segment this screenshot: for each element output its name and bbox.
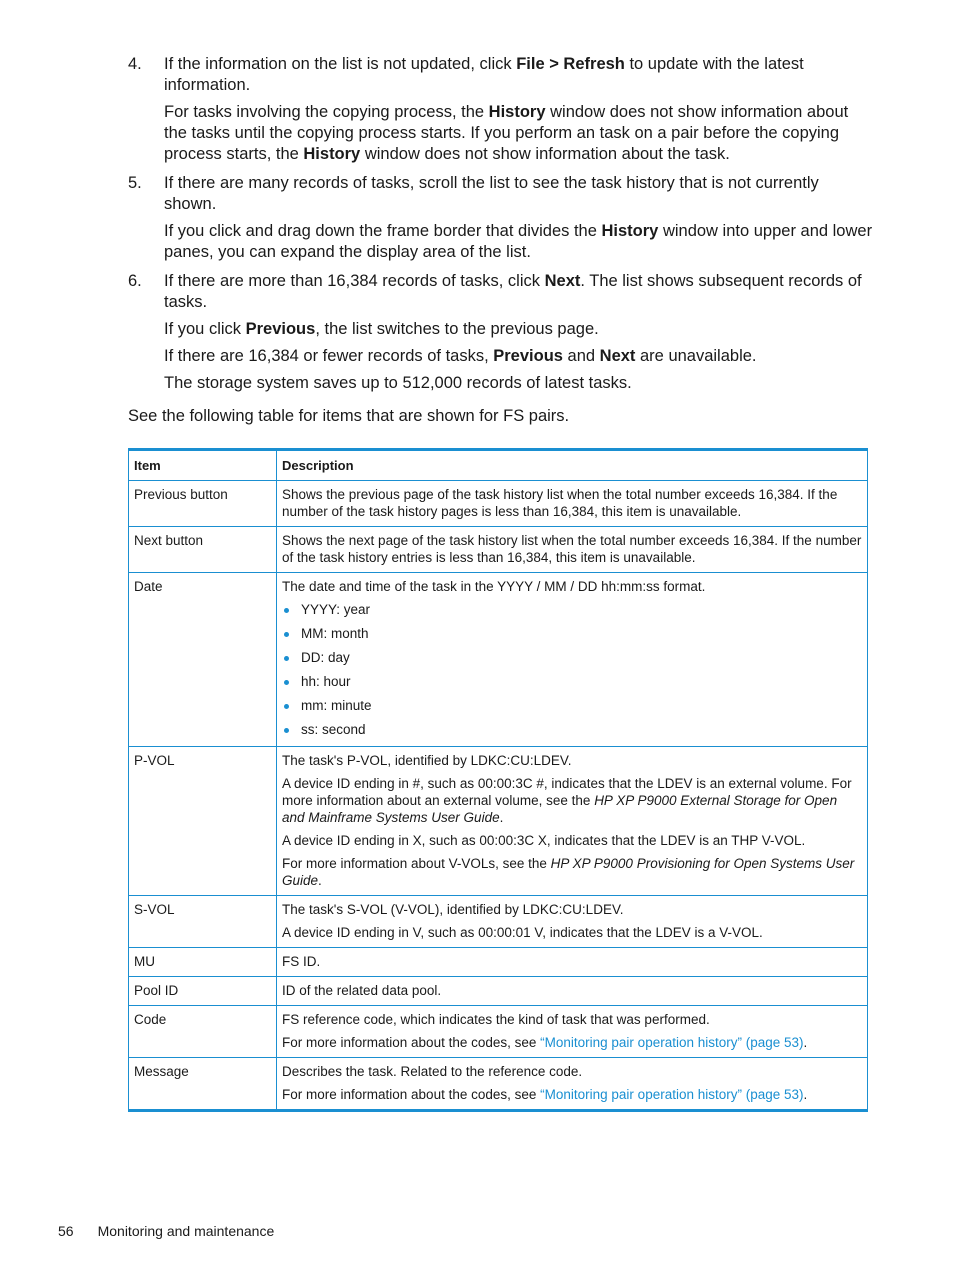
- ui-term: Next: [599, 347, 636, 365]
- description-cell: Shows the next page of the task history list when the total number exceeds 16,384. If the number of the task history entries is less than 16,384, this item is unavailable.: [277, 527, 868, 573]
- description-text: FS reference code, which indicates the kind of task that was performed.: [282, 1012, 710, 1027]
- step-note: The storage system saves up to 512,000 records of latest tasks.: [164, 374, 632, 392]
- table-row: [129, 1058, 868, 1111]
- item-cell: Pool ID: [129, 977, 277, 1006]
- description-text: [282, 1086, 862, 1103]
- list-item: [282, 601, 862, 618]
- table-row: [129, 948, 868, 977]
- step-note: [164, 346, 873, 367]
- ui-term: History: [488, 103, 546, 121]
- item-cell: Next button: [129, 527, 277, 573]
- steps-list: [128, 54, 873, 402]
- text: .: [803, 1035, 808, 1050]
- description-text: The task's P-VOL, identified by LDKC:CU:LDEV.: [282, 753, 572, 768]
- ui-term: History: [601, 222, 659, 240]
- step-text: [164, 271, 873, 313]
- table-row: [129, 977, 868, 1006]
- description-cell: ID of the related data pool.: [277, 977, 868, 1006]
- description-cell: Shows the previous page of the task history list when the total number exceeds 16,384. If the number of the task history pages is less than 16,384, this item is unavailable.: [277, 481, 868, 527]
- items-table: [128, 448, 868, 1112]
- page-footer: [58, 1223, 298, 1239]
- item-cell: Previous button: [129, 481, 277, 527]
- table-row: [129, 896, 868, 948]
- step-note: [164, 319, 873, 340]
- step-text: If there are many records of tasks, scroll the list to see the task history that is not currently shown.: [164, 174, 819, 213]
- text: For more information about the codes, see: [282, 1035, 541, 1050]
- text: For more information about the codes, see: [282, 1087, 541, 1102]
- list-item: [282, 721, 862, 738]
- header-item: Item: [129, 450, 277, 481]
- text: If there are more than 16,384 records of tasks, click: [164, 272, 545, 290]
- text: .: [803, 1087, 808, 1102]
- text: , the list switches to the previous page.: [315, 320, 599, 338]
- step-6: [128, 271, 873, 394]
- step-number: 4.: [128, 55, 142, 73]
- text: and: [562, 347, 600, 365]
- text: A device ID ending in #, such as 00:00:3C #, indicates that the LDEV is an external volume. For more information about an external volume, see the: [282, 776, 852, 808]
- table-intro: See the following table for items that are shown for FS pairs.: [128, 407, 570, 425]
- description-text: [282, 855, 862, 889]
- text: If there are 16,384 or fewer records of tasks,: [164, 347, 494, 365]
- description-text: The task's S-VOL (V-VOL), identified by LDKC:CU:LDEV.: [282, 902, 624, 917]
- bullet-icon: [284, 656, 289, 661]
- table-row: [129, 747, 868, 896]
- ui-term: Next: [544, 272, 581, 290]
- item-cell: MU: [129, 948, 277, 977]
- format-list: [282, 601, 862, 738]
- list-item: [282, 697, 862, 714]
- description-cell: [277, 573, 868, 747]
- item-cell: Message: [129, 1058, 277, 1111]
- list-item-text: YYYY: year: [301, 602, 371, 617]
- text: If the information on the list is not updated, click: [164, 55, 517, 73]
- step-number: 6.: [128, 272, 142, 290]
- text: If you click: [164, 320, 246, 338]
- page-number: 56: [58, 1223, 74, 1239]
- ui-term: History: [303, 145, 361, 163]
- step-5: [128, 173, 873, 263]
- list-item-text: MM: month: [301, 626, 369, 641]
- list-item-text: hh: hour: [301, 674, 351, 689]
- step-text: [164, 54, 873, 96]
- list-item-text: ss: second: [301, 722, 366, 737]
- list-item-text: DD: day: [301, 650, 350, 665]
- text: For tasks involving the copying process, the: [164, 103, 489, 121]
- text: If you click and drag down the frame border that divides the: [164, 222, 602, 240]
- description-text: The date and time of the task in the YYYY / MM / DD hh:mm:ss format.: [282, 579, 706, 594]
- table-row: [129, 573, 868, 747]
- ui-term: Previous: [493, 347, 563, 365]
- table-header-row: [129, 450, 868, 481]
- section-title: Monitoring and maintenance: [97, 1223, 275, 1239]
- description-text: [282, 1034, 862, 1051]
- bullet-icon: [284, 608, 289, 613]
- list-item: [282, 625, 862, 642]
- table-row: [129, 481, 868, 527]
- step-number: 5.: [128, 174, 142, 192]
- cross-reference-link[interactable]: “Monitoring pair operation history” (page 53): [540, 1087, 804, 1102]
- step-note: [164, 102, 873, 165]
- header-description: Description: [277, 450, 868, 481]
- text: window does not show information about the tasks until the copying process starts. If you perform an task on a pair before the copying process starts, the: [164, 103, 849, 163]
- description-text: [282, 775, 862, 826]
- item-cell: Code: [129, 1006, 277, 1058]
- text: are unavailable.: [635, 347, 757, 365]
- bullet-icon: [284, 632, 289, 637]
- description-text: A device ID ending in X, such as 00:00:3C X, indicates that the LDEV is an THP V-VOL.: [282, 833, 806, 848]
- text: For more information about V-VOLs, see the: [282, 856, 551, 871]
- description-cell: [277, 896, 868, 948]
- text: .: [318, 873, 322, 888]
- description-text: A device ID ending in V, such as 00:00:01 V, indicates that the LDEV is a V-VOL.: [282, 925, 763, 940]
- bullet-icon: [284, 728, 289, 733]
- description-text: Describes the task. Related to the reference code.: [282, 1064, 583, 1079]
- menu-path: File > Refresh: [516, 55, 625, 73]
- table-row: [129, 527, 868, 573]
- list-item: [282, 673, 862, 690]
- table-row: [129, 1006, 868, 1058]
- step-note: [164, 221, 873, 263]
- guide-title: HP XP P9000 Provisioning for Open Systems User Guide: [282, 856, 855, 888]
- text: .: [499, 810, 504, 825]
- step-4: [128, 54, 873, 165]
- text: window does not show information about the task.: [360, 145, 730, 163]
- description-cell: [277, 747, 868, 896]
- description-cell: [277, 1058, 868, 1111]
- text: to update with the latest information.: [164, 55, 804, 94]
- bullet-icon: [284, 704, 289, 709]
- text: window into upper and lower panes, you can expand the display area of the list.: [164, 222, 873, 261]
- list-item-text: mm: minute: [301, 698, 372, 713]
- ui-term: Previous: [245, 320, 316, 338]
- guide-title: HP XP P9000 External Storage for Open and Mainframe Systems User Guide: [282, 793, 838, 825]
- description-cell: [277, 1006, 868, 1058]
- text: . The list shows subsequent records of tasks.: [164, 272, 862, 311]
- list-item: [282, 649, 862, 666]
- description-cell: FS ID.: [277, 948, 868, 977]
- item-cell: S-VOL: [129, 896, 277, 948]
- item-cell: P-VOL: [129, 747, 277, 896]
- item-cell: Date: [129, 573, 277, 747]
- cross-reference-link[interactable]: “Monitoring pair operation history” (page 53): [540, 1035, 804, 1050]
- bullet-icon: [284, 680, 289, 685]
